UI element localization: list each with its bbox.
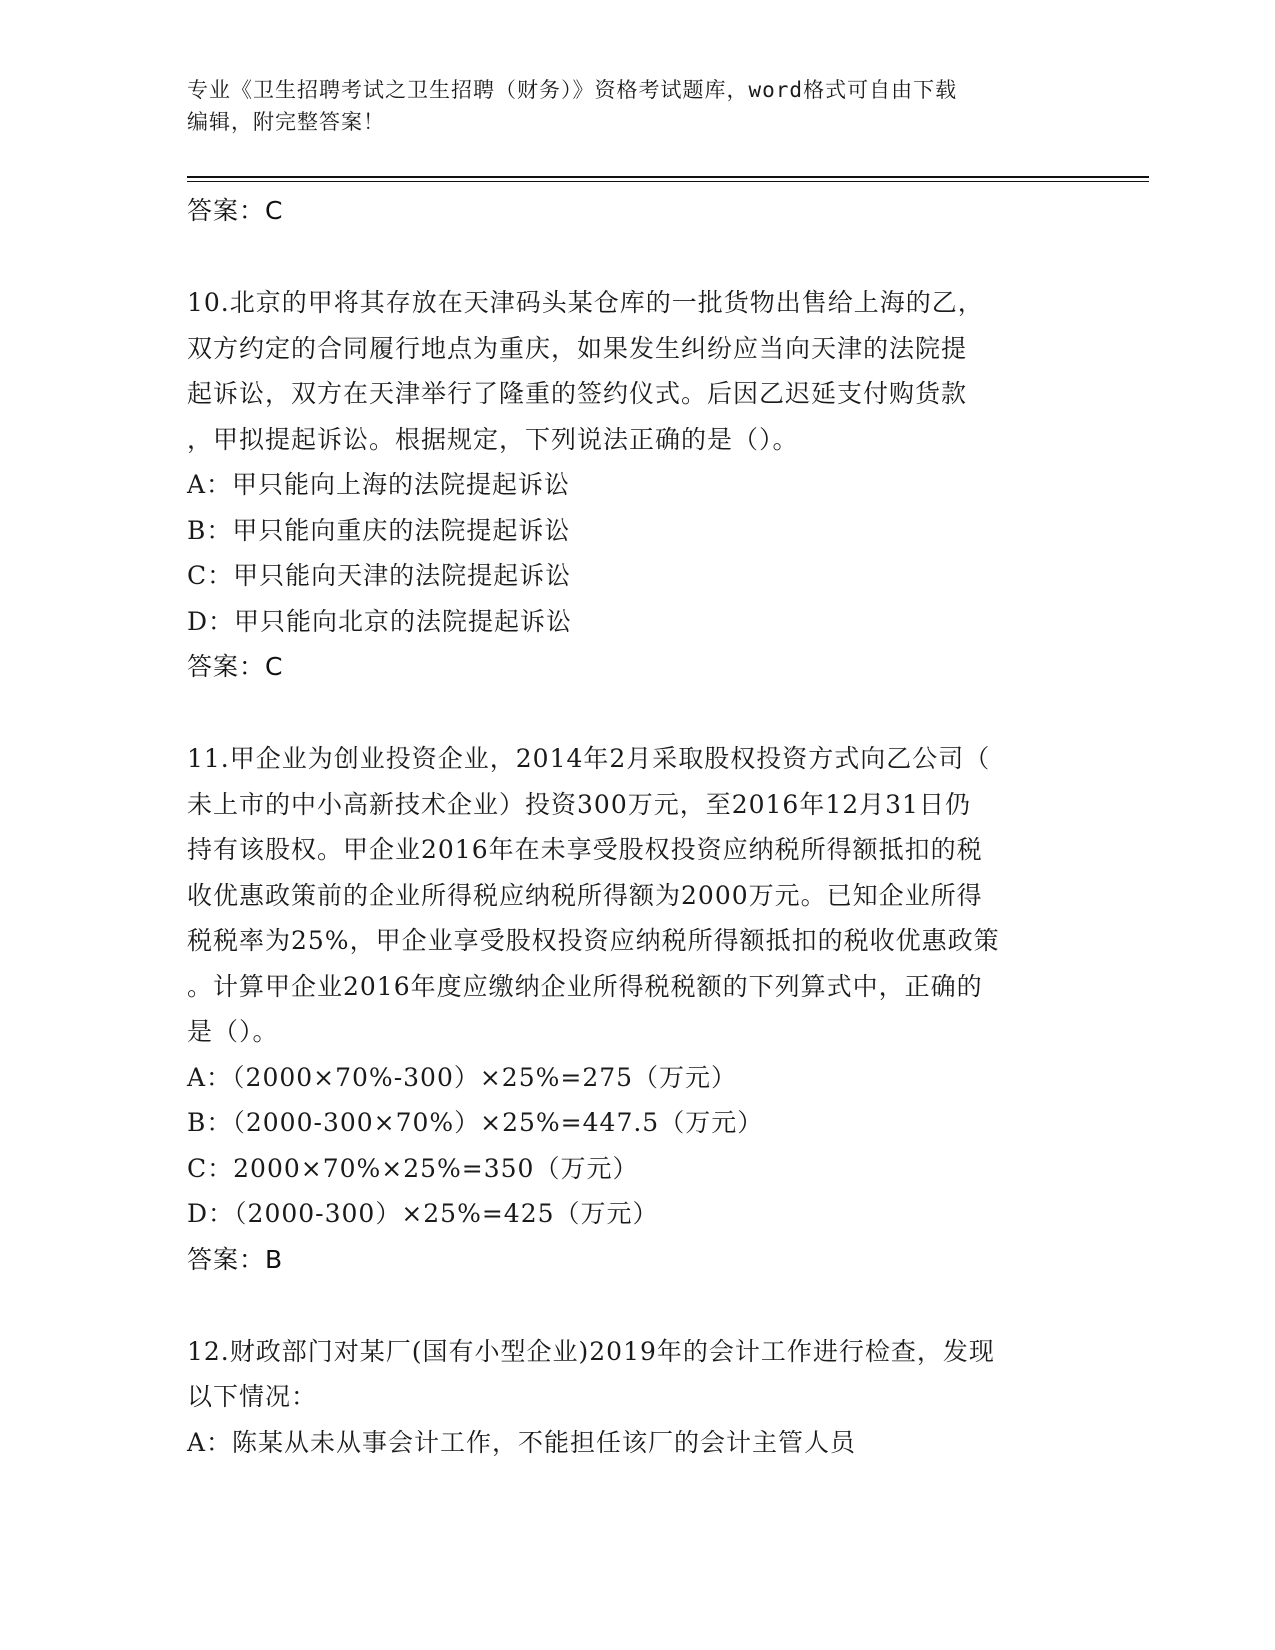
option-a: A：（2000×70%-300）×25%=275（万元）: [187, 1062, 738, 1092]
header-divider-thin: [187, 181, 1149, 182]
previous-answer: 答案：C: [187, 196, 284, 225]
stem-line: 以下情况：: [187, 1382, 318, 1411]
header-divider-thick: [187, 176, 1149, 178]
header-line-2: 编辑，附完整答案！: [187, 110, 385, 134]
option-d: D：（2000-300）×25%=425（万元）: [187, 1199, 659, 1228]
question-answer: 答案：B: [187, 1244, 284, 1274]
stem-line: 11.甲企业为创业投资企业，2014年2月采取股权投资方式向乙公司（: [187, 744, 991, 773]
option-c: C：2000×70%×25%=350（万元）: [187, 1153, 639, 1183]
question-block: [187, 280, 1087, 690]
stem-line: 未上市的中小高新技术企业）投资300万元，至2016年12月31日仍: [187, 789, 971, 819]
option-a: A：陈某从未从事会计工作，不能担任该厂的会计主管人员: [187, 1427, 857, 1457]
question-stem: [187, 736, 1087, 1055]
stem-line: 12.财政部门对某厂(国有小型企业)2019年的会计工作进行检查，发现: [187, 1336, 995, 1366]
spacer: [187, 234, 1087, 280]
stem-line: 双方约定的合同履行地点为重庆，如果发生纠纷应当向天津的法院提: [187, 333, 968, 363]
spacer: [187, 1283, 1087, 1329]
question-block: [187, 1329, 1087, 1466]
stem-line: ，甲拟提起诉讼。根据规定，下列说法正确的是（）。: [187, 424, 799, 454]
option-a: A：甲只能向上海的法院提起诉讼: [187, 470, 571, 499]
document-header: [187, 74, 1087, 138]
option-d: D：甲只能向北京的法院提起诉讼: [187, 606, 573, 636]
option-b: B：甲只能向重庆的法院提起诉讼: [187, 515, 571, 545]
option-b: B：（2000-300×70%）×25%=447.5（万元）: [187, 1108, 764, 1137]
question-stem: [187, 1329, 1087, 1420]
stem-line: 持有该股权。甲企业2016年在未享受股权投资应纳税所得额抵扣的税: [187, 835, 983, 864]
stem-line: 是（）。: [187, 1017, 279, 1046]
question-stem: [187, 280, 1087, 462]
option-c: C：甲只能向天津的法院提起诉讼: [187, 561, 572, 590]
stem-line: 。计算甲企业2016年度应缴纳企业所得税税额的下列算式中，正确的: [187, 971, 983, 1001]
question-block: [187, 736, 1087, 1283]
stem-line: 10.北京的甲将其存放在天津码头某仓库的一批货物出售给上海的乙，: [187, 288, 984, 317]
question-content: [187, 188, 1087, 1465]
stem-line: 起诉讼，双方在天津举行了隆重的签约仪式。后因乙迟延支付购货款: [187, 379, 968, 408]
spacer: [187, 690, 1087, 736]
question-answer: 答案：C: [187, 652, 284, 681]
header-line-1: 专业《卫生招聘考试之卫生招聘（财务）》资格考试题库，word格式可自由下载: [187, 78, 958, 102]
stem-line: 税税率为25%，甲企业享受股权投资应纳税所得额抵扣的税收优惠政策: [187, 926, 1000, 955]
stem-line: 收优惠政策前的企业所得税应纳税所得额为2000万元。已知企业所得: [187, 880, 983, 910]
